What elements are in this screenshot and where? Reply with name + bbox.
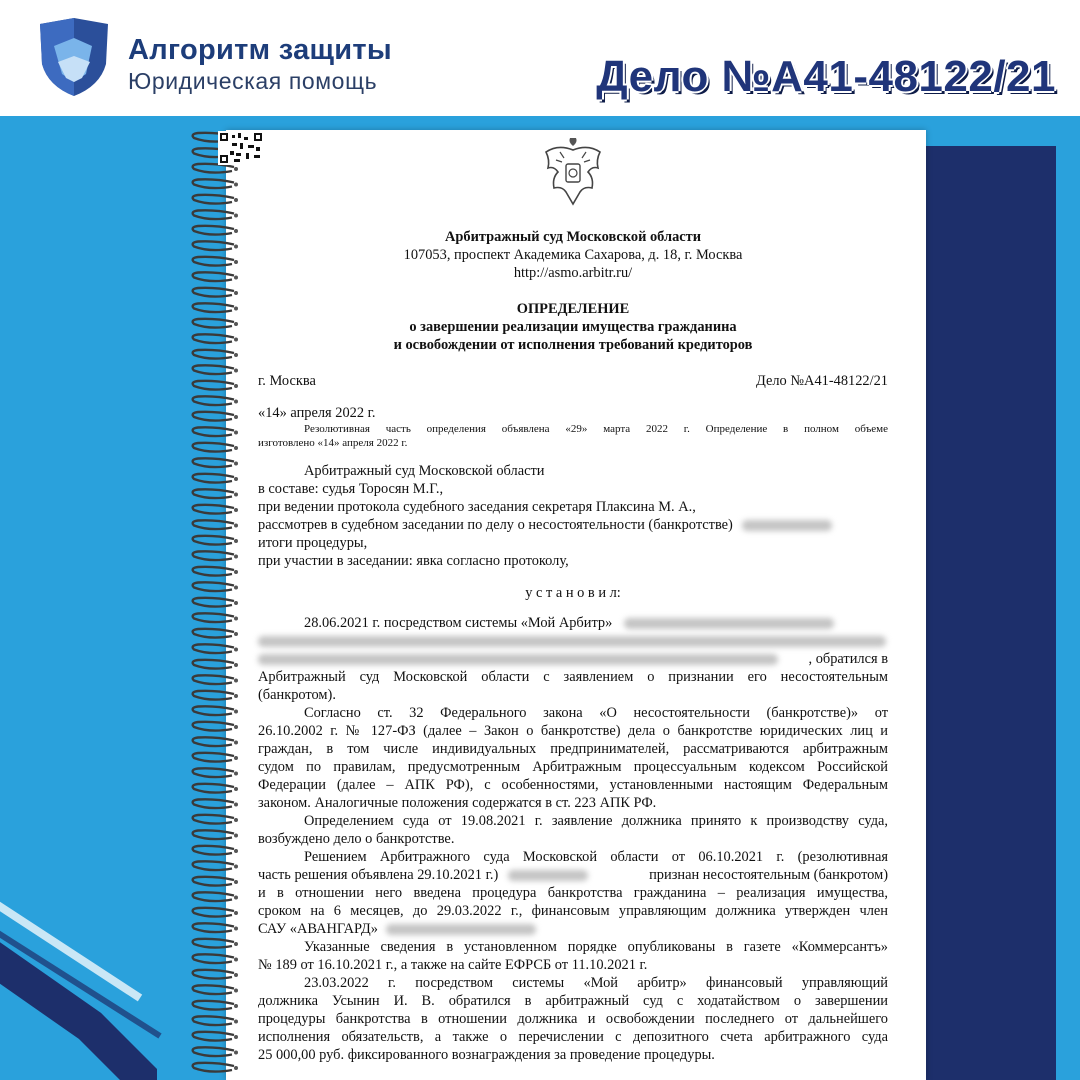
spiral-hole (234, 834, 238, 838)
spiral-hole (234, 400, 238, 404)
spiral-coil (193, 985, 234, 994)
spiral-coil (193, 474, 234, 483)
spiral-hole (234, 462, 238, 466)
body-line: и в отношении него введена процедура банкротства гражданина – реализация имущества, (258, 885, 888, 901)
spiral-hole (234, 446, 238, 450)
intro-line: при ведении протокола судебного заседания секретаря Плаксина М. А., (258, 499, 696, 515)
spiral-hole (234, 787, 238, 791)
spiral-hole (234, 725, 238, 729)
spiral-coil (193, 520, 234, 529)
spiral-coil (193, 815, 234, 824)
spiral-hole (234, 338, 238, 342)
spiral-coil (193, 939, 234, 948)
spiral-coil (193, 830, 234, 839)
spiral-coil (193, 272, 234, 281)
spiral-coil (193, 396, 234, 405)
spiral-hole (234, 229, 238, 233)
body-line: (банкротом). (258, 687, 336, 703)
body-line (258, 866, 888, 884)
spiral-coil (193, 1016, 234, 1025)
spiral-coil (193, 691, 234, 700)
established-heading: у с т а н о в и л: (525, 585, 621, 601)
spiral-hole (234, 973, 238, 977)
spiral-hole (234, 214, 238, 218)
spiral-coil (193, 923, 234, 932)
spiral-hole (234, 818, 238, 822)
spiral-coil (193, 970, 234, 979)
spiral-hole (234, 679, 238, 683)
body-line (258, 614, 888, 632)
shield-logo-icon (34, 16, 112, 98)
spiral-coil (193, 350, 234, 359)
spiral-hole (234, 632, 238, 636)
spiral-coil (193, 551, 234, 560)
body-line: Решением Арбитражного суда Московской области от 06.10.2021 г. (резолютивная (304, 849, 888, 865)
spiral-hole (234, 989, 238, 993)
header-bar (0, 0, 1080, 116)
doc-date: «14» апреля 2022 г. (258, 405, 376, 421)
spiral-coil (193, 706, 234, 715)
spiral-coil (193, 505, 234, 514)
spiral-coil (193, 954, 234, 963)
spiral-hole (234, 431, 238, 435)
spiral-hole (234, 694, 238, 698)
spiral-coil (193, 164, 234, 173)
intro-line: при участии в заседании: явка согласно протоколу, (258, 553, 569, 569)
spiral-hole (234, 198, 238, 202)
spiral-hole (234, 555, 238, 559)
spiral-hole (234, 307, 238, 311)
body-text: 28.06.2021 г. посредством системы «Мой Арбитр» (304, 615, 613, 631)
spiral-coil (193, 381, 234, 390)
body-line: 26.10.2002 г. № 127-ФЗ (далее – Закон о банкротстве) дела о банкротстве юридических лиц и (258, 723, 888, 739)
spiral-coil (193, 784, 234, 793)
body-line: Федерации (далее – АПК РФ), с особенностями, установленными настоящим Федеральным (258, 777, 888, 793)
spiral-hole (234, 586, 238, 590)
city-case-row (258, 372, 888, 390)
spiral-coil (193, 334, 234, 343)
spiral-coil (193, 1063, 234, 1072)
spiral-hole (234, 911, 238, 915)
redacted-text (624, 618, 834, 629)
spiral-hole (234, 601, 238, 605)
intro-line: итоги процедуры, (258, 535, 368, 551)
redacted-text (386, 924, 536, 935)
spiral-hole (234, 741, 238, 745)
doc-type: ОПРЕДЕЛЕНИЕ (516, 301, 630, 317)
spiral-hole (234, 1035, 238, 1039)
spiral-hole (234, 849, 238, 853)
note-line-2: изготовлено «14» апреля 2022 г. (258, 437, 408, 449)
spiral-coil (193, 1047, 234, 1056)
body-text: , обратился в (808, 651, 888, 667)
spiral-hole (234, 865, 238, 869)
spiral-hole (234, 710, 238, 714)
spiral-coil (193, 365, 234, 374)
note-line-1: Резолютивная часть определения объявлена «29» марта 2022 г. Определение в полном объеме (304, 423, 888, 435)
spiral-coil (193, 210, 234, 219)
spiral-coil (193, 598, 234, 607)
spiral-coil (193, 427, 234, 436)
spiral-hole (234, 508, 238, 512)
body-line: Согласно ст. 32 Федерального закона «О несостоятельности (банкротстве)» от (304, 705, 888, 721)
body-line: Указанные сведения в установленном порядке опубликованы в газете «Коммерсантъ» (304, 939, 888, 955)
spiral-coil (193, 443, 234, 452)
spiral-coil (193, 226, 234, 235)
city: г. Москва (258, 373, 316, 389)
spiral-coil (193, 319, 234, 328)
spiral-coil (193, 303, 234, 312)
spiral-binding (188, 128, 248, 1080)
spiral-coil (193, 1001, 234, 1010)
spiral-coil (193, 613, 234, 622)
spiral-coil (193, 458, 234, 467)
spiral-coil (193, 644, 234, 653)
body-line: 25 000,00 руб. фиксированного вознаграждения за проведение процедуры. (258, 1047, 715, 1063)
body-text: часть решения объявлена 29.10.2021 г.) (258, 867, 499, 883)
redacted-text (258, 654, 778, 665)
spiral-hole (234, 1051, 238, 1055)
spiral-hole (234, 524, 238, 528)
spiral-hole (234, 772, 238, 776)
body-line (258, 650, 888, 668)
spiral-coil (193, 536, 234, 545)
spiral-coil (193, 892, 234, 901)
spiral-coil (193, 567, 234, 576)
body-line: исполнения обязательств, а также о перечислении с депозитного счета арбитражного суда (258, 1029, 888, 1045)
spiral-hole (234, 1066, 238, 1070)
case-number: Дело №А41-48122/21 (755, 373, 888, 389)
spiral-coil (193, 722, 234, 731)
spiral-coil (193, 753, 234, 762)
spiral-coil (193, 908, 234, 917)
body-line: 23.03.2022 г. посредством системы «Мой арбитр» финансовый управляющий (304, 975, 888, 991)
spiral-hole (234, 958, 238, 962)
spiral-hole (234, 880, 238, 884)
body-line: законом. Аналогичные положения содержатся в ст. 223 АПК РФ. (258, 795, 657, 811)
spiral-coil (193, 629, 234, 638)
spiral-hole (234, 617, 238, 621)
body-line: сроком на 6 месяцев, до 29.03.2022 г., финансовым управляющим должника утвержден член (258, 903, 888, 919)
spiral-hole (234, 942, 238, 946)
spiral-hole (234, 291, 238, 295)
spiral-coil (193, 489, 234, 498)
redacted-line (258, 632, 888, 650)
spiral-hole (234, 384, 238, 388)
spiral-hole (234, 756, 238, 760)
spiral-coil (193, 257, 234, 266)
spiral-hole (234, 570, 238, 574)
spiral-coil (193, 195, 234, 204)
spiral-hole (234, 896, 238, 900)
coat-of-arms-icon (540, 138, 606, 208)
body-line: № 189 от 16.10.2021 г., а также на сайте ЕФРСБ от 11.10.2021 г. (258, 957, 648, 973)
qr-code-icon (218, 131, 264, 165)
spiral-hole (234, 927, 238, 931)
spiral-coil (193, 241, 234, 250)
spiral-hole (234, 260, 238, 264)
spiral-hole (234, 369, 238, 373)
spiral-hole (234, 415, 238, 419)
redacted-text (508, 870, 588, 881)
spiral-hole (234, 353, 238, 357)
spiral-hole (234, 648, 238, 652)
spiral-coil (193, 877, 234, 886)
spiral-hole (234, 276, 238, 280)
body-line: Определением суда от 19.08.2021 г. заявление должника принято к производству суда, (304, 813, 888, 829)
doc-subject-1: о завершении реализации имущества гражданина (409, 319, 737, 335)
spiral-coil (193, 799, 234, 808)
intro-text: рассмотрев в судебном заседании по делу о несостоятельности (банкротстве) (258, 517, 733, 533)
spiral-coil (193, 861, 234, 870)
spiral-coil (193, 582, 234, 591)
body-text: признан несостоятельным (банкротом) (649, 867, 888, 883)
intro-line (258, 516, 888, 534)
court-name: Арбитражный суд Московской области (444, 229, 702, 245)
spiral-hole (234, 477, 238, 481)
redacted-text (258, 636, 886, 647)
spiral-hole (234, 803, 238, 807)
body-line (258, 920, 888, 938)
body-text: САУ «АВАНГАРД» (258, 921, 378, 937)
body-line: процедуры банкротства в отношении должника и освобождении последнего от дальнейшего (258, 1011, 888, 1027)
spiral-coil (193, 675, 234, 684)
spiral-hole (234, 245, 238, 249)
brand-title: Алгоритм защиты (128, 34, 392, 66)
spiral-hole (234, 167, 238, 171)
spiral-coil (193, 288, 234, 297)
spiral-hole (234, 493, 238, 497)
spiral-hole (234, 322, 238, 326)
spiral-coil (193, 179, 234, 188)
case-title: Дело №А41-48122/21 (596, 52, 1056, 101)
spiral-coil (193, 412, 234, 421)
spiral-coil (193, 660, 234, 669)
spiral-hole (234, 1020, 238, 1024)
body-line: возбуждено дело о банкротстве. (258, 831, 455, 847)
spiral-hole (234, 183, 238, 187)
doc-subject-2: и освобождении от исполнения требований кредиторов (393, 337, 753, 353)
intro-line: в составе: судья Торосян М.Г., (258, 481, 444, 497)
body-line: Арбитражный суд Московской области с заявлением о признании его несостоятельным (258, 669, 888, 685)
body-line: должника Усынин И. В. обратился в арбитражный суд с ходатайством о завершении (258, 993, 888, 1009)
body-line: граждан, в том числе индивидуальных предпринимателей, рассматриваются арбитражным (258, 741, 888, 757)
navy-side-band (926, 146, 1056, 1080)
spiral-coil (193, 737, 234, 746)
spiral-hole (234, 663, 238, 667)
spiral-hole (234, 1004, 238, 1008)
brand-subtitle: Юридическая помощь (128, 68, 378, 94)
court-address: 107053, проспект Академика Сахарова, д. 18, г. Москва (403, 247, 743, 263)
spiral-coil (193, 768, 234, 777)
redacted-text (742, 520, 832, 531)
intro-line: Арбитражный суд Московской области (304, 463, 545, 479)
court-site: http://asmo.arbitr.ru/ (513, 265, 633, 281)
spiral-hole (234, 539, 238, 543)
body-line: судом по правилам, предусмотренным Арбитражным процессуальным кодексом Российской (258, 759, 888, 775)
spiral-coil (193, 846, 234, 855)
spiral-coil (193, 1032, 234, 1041)
